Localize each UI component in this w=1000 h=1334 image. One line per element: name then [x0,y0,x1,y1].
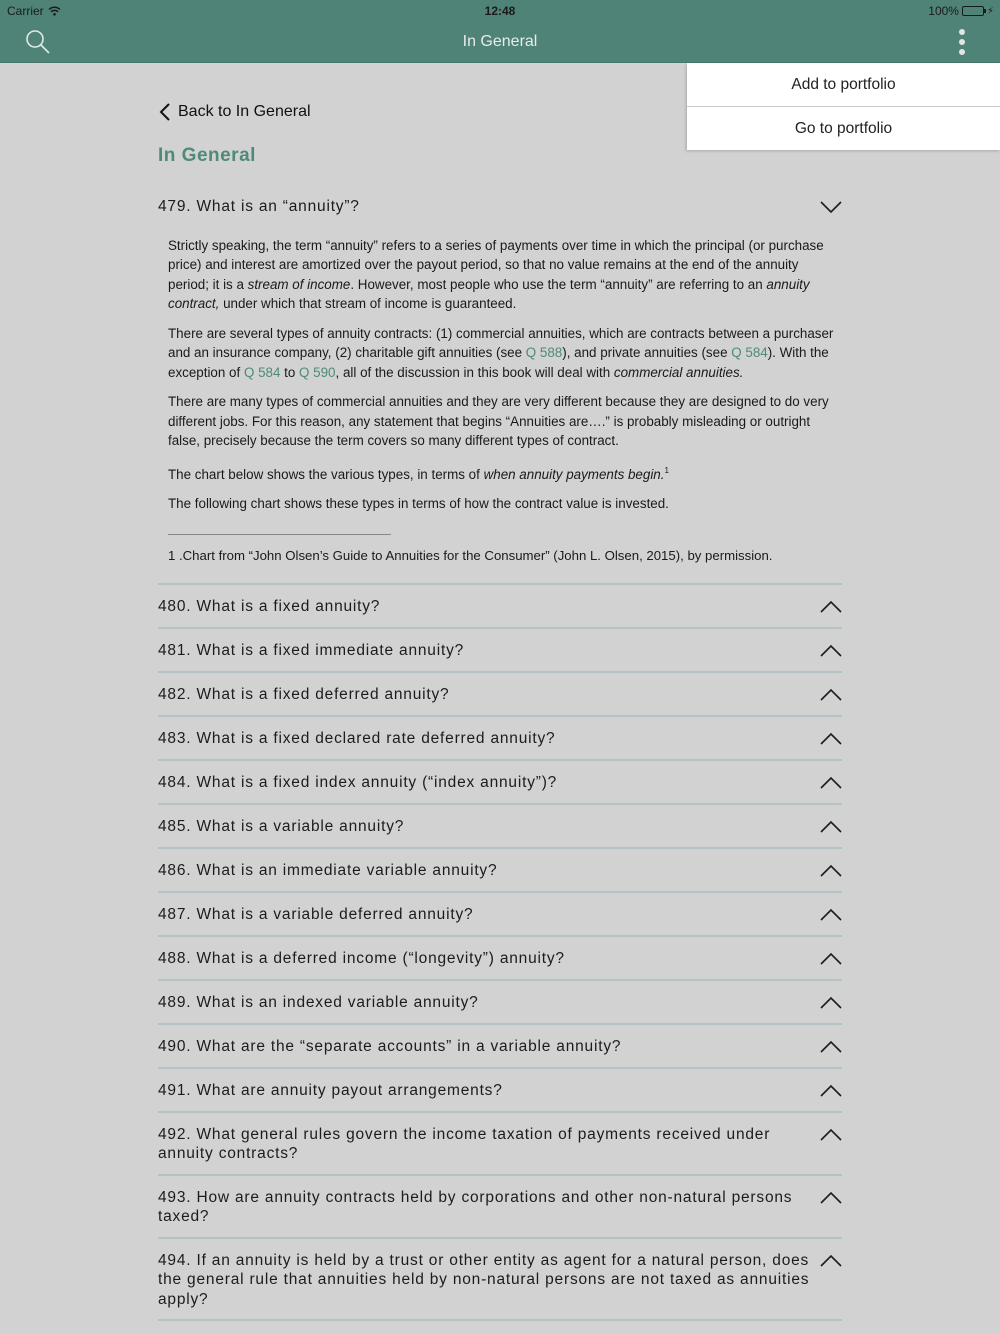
chevron-up-icon[interactable] [820,776,842,790]
section-title: In General [158,145,256,166]
more-vertical-icon [959,29,965,35]
emphasis: when annuity payments begin. [483,466,665,482]
question-header[interactable] [158,729,842,749]
question-header[interactable] [158,905,842,925]
text: under which that stream of income is guaranteed. [219,296,517,311]
question-title: 490. What are the “separate accounts” in a variable annuity? [158,1037,622,1055]
link-q584[interactable]: Q 584 [243,364,281,380]
question-header[interactable] [158,1081,842,1101]
emphasis: commercial annuities. [613,364,744,380]
footnote-ref[interactable]: 1 [664,465,669,475]
question-header[interactable] [158,1251,842,1310]
more-dot [959,39,965,45]
answer-paragraph [168,465,842,485]
question-list [158,585,842,1322]
question-item[interactable] [158,1239,842,1322]
question-title: 491. What are annuity payout arrangements? [158,1081,503,1099]
question-header[interactable] [158,1188,842,1227]
footnote: 1 .Chart from “John Olsen’s Guide to Annuities for the Consumer” (John L. Olsen, 2015), by permission. [168,547,773,563]
more-dot [959,49,965,55]
answer-body [158,217,842,514]
answer-paragraph: The following chart shows these types in terms of how the contract value is invested. [168,496,669,511]
question-header[interactable] [158,1125,842,1164]
text: There are several types of annuity contracts: (1) commercial annuities, which are contracts between a purchaser and an insurance company, (2) charitable gift annuities (see [168,325,834,360]
question-item[interactable] [158,585,842,629]
question-item[interactable] [158,849,842,893]
question-item[interactable] [158,1069,842,1113]
text: to [280,364,300,380]
question-item[interactable] [158,981,842,1025]
text: The chart below shows the various types, in terms of [168,466,484,482]
chevron-up-icon[interactable] [820,864,842,878]
chevron-up-icon[interactable] [820,732,842,746]
chevron-up-icon[interactable] [820,1254,842,1268]
question-header[interactable] [158,993,842,1013]
question-header[interactable] [158,597,842,617]
chevron-up-icon[interactable] [820,1128,842,1142]
chevron-up-icon[interactable] [820,996,842,1010]
question-header[interactable] [158,641,842,661]
question-item[interactable] [158,937,842,981]
question-title: 494. If an annuity is held by a trust or other entity as agent for a natural person, does the general rule that annuities held by non-natural persons are not taxed as annuities apply? [158,1251,810,1308]
page-title: In General [462,33,538,50]
back-button[interactable] [158,100,842,124]
text: ), and private annuities (see [562,345,732,360]
content [158,100,842,1321]
link-q584[interactable]: Q 584 [731,345,768,360]
question-title: 489. What is an indexed variable annuity? [158,993,479,1011]
menu-item-go-to-portfolio[interactable]: Go to portfolio [687,106,1000,150]
question-header[interactable] [158,685,842,705]
question-title: 480. What is a fixed annuity? [158,597,381,615]
question-item[interactable] [158,1113,842,1176]
text: ). With the exception of [168,345,829,380]
question-title: 483. What is a fixed declared rate deferred annuity? [158,729,556,747]
question-header[interactable] [158,949,842,969]
link-q588[interactable]: Q 588 [525,345,563,360]
question-item[interactable] [158,1025,842,1069]
chevron-up-icon[interactable] [820,952,842,966]
link-q590[interactable]: Q 590 [299,364,336,380]
question-item[interactable] [158,1176,842,1239]
chevron-up-icon[interactable] [820,644,842,658]
status-bar [0,0,1000,20]
question-title: 479. What is an “annuity”? [158,198,360,215]
question-header[interactable] [158,817,842,837]
question-item[interactable] [158,673,842,717]
text: Strictly speaking, the term “annuity” refers to a series of payments over time in which the principal (or purchase price) and interest are amortized over the payout period, so that no value remains at the end of the annuity period; it is a [168,237,824,292]
text: , all of the discussion in this book will deal with [335,364,614,380]
charging-icon: ⚡︎ [986,5,994,17]
question-header[interactable] [158,773,842,793]
question-header[interactable] [158,1037,842,1057]
footnote-divider [168,534,391,535]
question-expanded [158,197,842,585]
question-header[interactable] [158,197,842,217]
question-title: 481. What is a fixed immediate annuity? [158,641,465,659]
question-item[interactable] [158,629,842,673]
menu-item-add-to-portfolio[interactable]: Add to portfolio [791,75,896,93]
carrier-label: Carrier [7,4,44,18]
chevron-left-icon [158,102,172,122]
chevron-up-icon[interactable] [820,688,842,702]
question-item[interactable] [158,717,842,761]
answer-paragraph [168,324,842,383]
back-label: Back to In General [178,103,311,120]
chevron-up-icon[interactable] [820,600,842,614]
question-title: 484. What is a fixed index annuity (“index annuity”)? [158,773,558,791]
emphasis: annuity contract, [168,276,810,311]
question-title: 493. How are annuity contracts held by corporations and other non-natural persons taxed? [158,1188,793,1225]
app-header [0,0,1000,63]
text: . However, most people who use the term “annuity” are referring to an [350,276,767,292]
chevron-up-icon[interactable] [820,820,842,834]
answer-paragraph [168,236,842,314]
chevron-up-icon[interactable] [820,908,842,922]
more-options-button[interactable] [952,28,972,56]
emphasis: stream of income [247,276,351,292]
chevron-up-icon[interactable] [820,1191,842,1205]
question-title: 488. What is a deferred income (“longevity”) annuity? [158,949,565,967]
question-item[interactable] [158,761,842,805]
battery-indicator [928,4,994,18]
question-item[interactable] [158,805,842,849]
chevron-up-icon[interactable] [820,1040,842,1054]
question-title: 482. What is a fixed deferred annuity? [158,685,450,703]
status-time: 12:48 [484,4,516,18]
chevron-down-icon[interactable] [820,200,842,214]
question-item[interactable] [158,893,842,937]
battery-percent: 100% [928,4,959,18]
answer-paragraph: There are many types of commercial annuities and they are very different because they are designed to do very different jobs. For this reason, any statement that begins “Annuities are….” is probably misleading or outright false, precisely because the term covers so many different types of contract. [168,394,829,448]
question-title: 492. What general rules govern the income taxation of payments received under annuity contracts? [158,1125,771,1162]
question-header[interactable] [158,861,842,881]
question-title: 485. What is a variable annuity? [158,817,405,835]
question-title: 487. What is a variable deferred annuity? [158,905,474,923]
chevron-up-icon[interactable] [820,1084,842,1098]
battery-icon [962,6,984,16]
question-title: 486. What is an immediate variable annuity? [158,861,498,879]
